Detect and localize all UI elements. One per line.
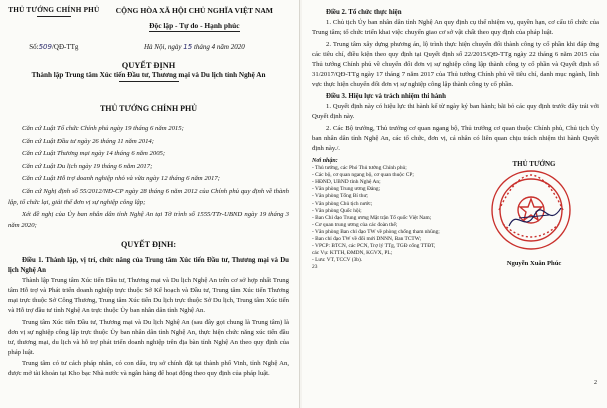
- legal-basis-item: Xét đề nghị của Ủy ban nhân dân tỉnh Nghệ An tại Tờ trình số 1555/TTr-UBND ngày 19 tháng 3 năm 2020;: [8, 211, 289, 229]
- recipient-item: - Lưu: VT, TCCV (3b).: [312, 257, 363, 264]
- recipient-item: - Các bộ, cơ quan ngang bộ, cơ quan thuộc CP;: [312, 172, 414, 179]
- decide-heading: QUYẾT ĐỊNH:: [120, 240, 177, 249]
- article-1-body: [8, 276, 289, 379]
- document-subject: Thành lập Trung tâm Xúc tiến Đầu tư, Thương mại và Du lịch tỉnh Nghệ An: [31, 71, 266, 79]
- national-title-block: [100, 6, 289, 33]
- legal-basis-list: [8, 123, 289, 231]
- recipients-heading: Nơi nhận:: [312, 158, 338, 164]
- document-number: [8, 43, 100, 51]
- article-2-paragraph: 1. Chủ tịch Ủy ban nhân dân tỉnh Nghệ An quy định cụ thể nhiệm vụ, quyền hạn, cơ cấu tổ chức của Trung tâm; tổ chức triển khai việc chuyển giao cơ sở vật chất theo quy định của pháp luật.: [312, 19, 599, 36]
- recipient-item: - Ban chỉ đạo TW về đổi mới DNNN, Ban TCTW;: [312, 236, 422, 243]
- article-1-paragraph: Thành lập Trung tâm Xúc tiến Đầu tư, Thương mại và Du lịch Nghệ An trên cơ sở hợp nhất Trung tâm Hỗ trợ và Phát triển doanh nghiệp trực thuộc Sở Kế hoạch và Đầu tư, Trung tâm Xúc tiến Thương mại trực thuộc Sở Công Thương, Trung tâm Xúc tiến Du lịch trực thuộc Sở Du lịch, Trung tâm Xúc tiến và Hỗ trợ đầu tư tỉnh Nghệ An trực thuộc Ủy ban nhân dân tỉnh Nghệ An.: [8, 277, 289, 314]
- signer-title: THỦ TƯỚNG: [512, 160, 556, 168]
- document-footer: [312, 158, 599, 272]
- national-name: CỘNG HÒA XÃ HỘI CHỦ NGHĨA VIỆT NAM: [115, 6, 273, 15]
- place-suffix: tháng 4 năm 2020: [193, 43, 245, 51]
- recipient-item: - Văn phòng Ban chỉ đạo TW về phòng chống tham nhũng;: [312, 228, 440, 235]
- signer-name: Nguyễn Xuân Phúc: [506, 260, 562, 267]
- legal-basis-item: Căn cứ Luật Du lịch ngày 19 tháng 6 năm 2017;: [22, 162, 153, 170]
- national-motto: Độc lập - Tự do - Hạnh phúc: [149, 21, 240, 30]
- article-3-paragraph: 2. Các Bộ trưởng, Thủ trưởng cơ quan ngang bộ, Thủ trưởng cơ quan thuộc Chính phủ, Chủ tịch Ủy ban nhân dân tỉnh Nghệ An, các tổ chức, đơn vị, cá nhân có liên quan chịu trách nhiệm thi hành Quyết định này./.: [312, 125, 599, 152]
- document-type: QUYẾT ĐỊNH: [121, 61, 176, 70]
- page-number: 2: [594, 380, 597, 386]
- recipient-item: - HĐND, UBND tỉnh Nghệ An;: [312, 179, 381, 186]
- recipient-item: - Văn phòng Trung ương Đảng;: [312, 186, 381, 193]
- recipients-block: [312, 158, 454, 272]
- recipient-item: - Văn phòng Chủ tịch nước;: [312, 200, 373, 207]
- signature-block: [469, 158, 599, 272]
- recipients-list: [312, 165, 454, 271]
- doc-no-handwritten: 509: [38, 43, 52, 51]
- place-and-date: [100, 43, 289, 51]
- header-rule: [37, 16, 71, 17]
- recipient-item: 23: [312, 264, 318, 271]
- article-2-paragraph: 2. Trung tâm xây dựng phương án, lộ trình thực hiện chuyển đổi thành công ty cổ phần khi đáp ứng các tiêu chí, điều kiện theo quy định tại Quyết định số 22/2015/QĐ-TTg ngày 22 tháng 6 năm 2015 của Thủ tướng Chính phủ về chuyển đổi đơn vị sự nghiệp công lập thành công ty cổ phần và Quyết định số 31/2017/QĐ-TTg ngày 17 tháng 7 năm 2017 của Thủ tướng Chính phủ về tiêu chí, danh mục ngành, lĩnh vực thực hiện chuyển đổi đơn vị sự nghiệp công lập thành công ty cổ phần.: [312, 41, 599, 88]
- recipient-item: - VPCP: BTCN, các PCN, Trợ lý TTg, TGĐ cổng TTĐT,: [312, 243, 436, 250]
- document-number-row: [8, 43, 289, 51]
- article-3-paragraph: 1. Quyết định này có hiệu lực thi hành kể từ ngày ký ban hành; bãi bỏ các quy định trước đây trái với Quyết định này.: [312, 103, 599, 120]
- article-2-body: [312, 18, 599, 90]
- official-seal-icon: [489, 168, 573, 252]
- title-rule: [119, 81, 179, 82]
- recipient-item: các Vụ: KTTH, ĐMDN, KGVX, PL;: [312, 250, 393, 257]
- recipient-item: - Ban Chỉ đạo Trung ương Mặt trận Tổ quốc Việt Nam;: [312, 214, 432, 221]
- article-1-title: Điều 1. Thành lập, vị trí, chức năng của Trung tâm Xúc tiến Đầu tư, Thương mại và Du lịch Nghệ An: [8, 257, 289, 274]
- legal-basis-item: Căn cứ Luật Hỗ trợ doanh nghiệp nhỏ và vừa ngày 12 tháng 6 năm 2017;: [22, 175, 220, 182]
- document-page-1: [0, 0, 300, 408]
- article-1-paragraph: Trung tâm có tư cách pháp nhân, có con dấu, trụ sở chính đặt tại thành phố Vinh, tỉnh Nghệ An, được mở tài khoản tại Kho bạc Nhà nước và ngân hàng để hoạt động theo quy định của pháp luật.: [8, 360, 289, 377]
- doc-no-prefix: Số:: [29, 43, 39, 51]
- issuing-authority-block: [8, 6, 100, 33]
- recipient-item: - Văn phòng Tổng Bí thư;: [312, 193, 368, 200]
- recipient-item: - Văn phòng Quốc hội;: [312, 207, 362, 214]
- issuing-authority: THỦ TƯỚNG CHÍNH PHỦ: [8, 6, 100, 14]
- recipient-item: - Cơ quan trung ương của các đoàn thể;: [312, 221, 398, 228]
- article-3-title: Điều 3. Hiệu lực và trách nhiệm thi hành: [326, 93, 446, 100]
- legal-basis-item: Căn cứ Luật Thương mại ngày 14 tháng 6 năm 2005;: [22, 150, 166, 157]
- place-prefix: Hà Nội, ngày: [143, 43, 182, 51]
- authority-heading: THỦ TƯỚNG CHÍNH PHỦ: [99, 104, 198, 113]
- doc-no-suffix: /QĐ-TTg: [51, 43, 79, 51]
- legal-basis-item: Căn cứ Luật Tổ chức Chính phủ ngày 19 tháng 6 năm 2015;: [22, 125, 184, 132]
- legal-basis-item: Căn cứ Nghị định số 55/2012/NĐ-CP ngày 28 tháng 6 năm 2012 của Chính phủ quy định về thành lập, tổ chức lại, giải thể đơn vị sự nghiệp công lập;: [8, 187, 289, 206]
- document-header: [8, 6, 289, 33]
- article-3-body: [312, 102, 599, 154]
- article-2-title: Điều 2. Tổ chức thực hiện: [326, 9, 402, 16]
- day-handwritten: 15: [183, 43, 193, 51]
- document-page-2: [302, 0, 607, 408]
- recipient-item: - Thủ tướng, các Phó Thủ tướng Chính phủ;: [312, 165, 407, 172]
- article-1-paragraph: Trung tâm Xúc tiến Đầu tư, Thương mại và Du lịch Nghệ An (sau đây gọi chung là Trung tâm) là đơn vị sự nghiệp công lập trực thuộc Ủy ban nhân dân tỉnh Nghệ An, thực hiện chức năng xúc tiến đầu tư, thương mại, du lịch và hỗ trợ phát triển doanh nghiệp trên địa bàn tỉnh Nghệ An theo quy định của pháp luật.: [8, 318, 289, 356]
- legal-basis-item: Căn cứ Luật Đầu tư ngày 26 tháng 11 năm 2014;: [22, 137, 154, 145]
